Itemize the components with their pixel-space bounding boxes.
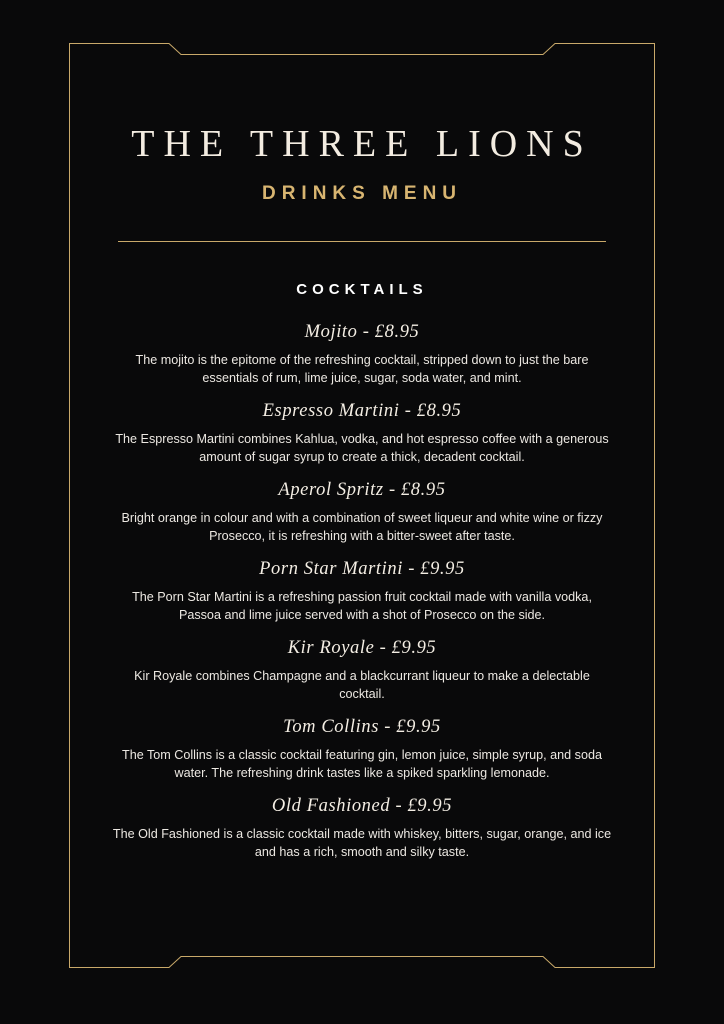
- page-subtitle: DRINKS MENU: [261, 183, 463, 204]
- menu-item-price: £8.95: [400, 480, 446, 500]
- menu-item-heading: [108, 322, 616, 343]
- menu-item-heading: [108, 638, 616, 659]
- menu-item-description: Bright orange in colour and with a combination of sweet liqueur and white wine or fizzy Prosecco, it is refreshing with a bitter-sweet after taste.: [121, 511, 603, 543]
- menu-item-description: The Porn Star Martini is a refreshing passion fruit cocktail made with vanilla vodka, Passoa and lime juice served with a shot of Prosecco on the side.: [132, 590, 592, 622]
- menu-item-description: The Tom Collins is a classic cocktail featuring gin, lemon juice, simple syrup, and soda water. The refreshing drink tastes like a spiked sparkling lemonade.: [122, 748, 602, 780]
- menu-item: [108, 638, 616, 703]
- menu-item-separator: -: [395, 796, 403, 816]
- menu-item-name: Espresso Martini: [262, 401, 400, 421]
- menu-item-name: Porn Star Martini: [259, 559, 403, 579]
- menu-item: [108, 717, 616, 782]
- menu-item-heading: [108, 559, 616, 580]
- page-title: THE THREE LIONS: [131, 123, 593, 165]
- menu-item-price: £9.95: [396, 717, 441, 737]
- menu-item-description: The Old Fashioned is a classic cocktail made with whiskey, bitters, sugar, orange, and ice and has a rich, smooth and silky taste.: [112, 827, 612, 859]
- menu-item-name: Mojito: [304, 322, 358, 342]
- menu-item-list: [108, 322, 616, 875]
- menu-item-heading: [108, 401, 616, 422]
- menu-item-name: Kir Royale: [287, 638, 375, 658]
- menu-item-separator: -: [388, 480, 396, 500]
- menu-item-separator: -: [384, 717, 392, 737]
- menu-item: [108, 480, 616, 545]
- menu-item-description: Kir Royale combines Champagne and a blackcurrant liqueur to make a delectable cocktail.: [134, 669, 590, 701]
- menu-item-price: £8.95: [374, 322, 420, 342]
- menu-item-price: £9.95: [391, 638, 437, 658]
- menu-item: [108, 559, 616, 624]
- menu-item-heading: [108, 796, 616, 817]
- header-divider: [118, 241, 606, 242]
- menu-item-price: £8.95: [416, 401, 462, 421]
- menu-item-description: The mojito is the epitome of the refreshing cocktail, stripped down to just the bare essentials of rum, lime juice, sugar, soda water, and mint.: [135, 353, 589, 385]
- menu-item-separator: -: [404, 401, 412, 421]
- menu-item-price: £9.95: [407, 796, 453, 816]
- menu-item-description: The Espresso Martini combines Kahlua, vodka, and hot espresso coffee with a generous amount of sugar syrup to create a thick, decadent cocktail.: [115, 432, 609, 464]
- menu-item: [108, 401, 616, 466]
- menu-item-separator: -: [408, 559, 415, 579]
- menu-item-separator: -: [379, 638, 387, 658]
- menu-item-separator: -: [362, 322, 370, 342]
- section-heading-cocktails: COCKTAILS: [296, 281, 428, 298]
- menu-item: [108, 322, 616, 387]
- menu-item-heading: [108, 480, 616, 501]
- menu-item-name: Aperol Spritz: [278, 480, 384, 500]
- menu-item-price: £9.95: [420, 559, 465, 579]
- menu-item-heading: [108, 717, 616, 738]
- menu-item-name: Old Fashioned: [271, 796, 391, 816]
- menu-item: [108, 796, 616, 861]
- menu-item-name: Tom Collins: [283, 717, 380, 737]
